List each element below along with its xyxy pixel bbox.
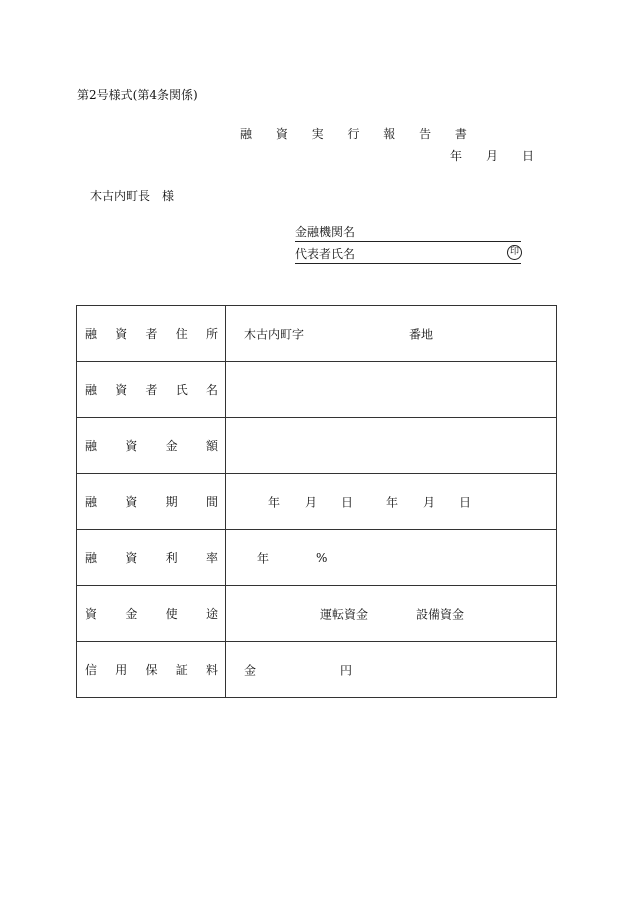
institution-name-label: 金融機関名 [295,225,356,239]
label-guarantee-fee [77,642,226,698]
label-fund-purpose [77,586,226,642]
label-char: 途 [205,607,218,621]
table-row-address [77,306,557,362]
table-row-name [77,362,557,418]
label-loan-period [77,474,226,530]
label-char: 資 [115,327,128,341]
equipment-capital-option[interactable]: 設備資金 [416,607,465,621]
label-char: 所 [205,327,218,341]
label-interest-rate [77,530,226,586]
period-end-month: 月 [423,495,436,509]
label-char: 名 [205,383,218,397]
table-row-amount [77,418,557,474]
label-char: 率 [205,551,218,565]
rate-year-label: 年 [257,551,270,565]
period-start-day: 日 [341,495,354,509]
label-char: 融 [85,327,98,341]
date-month-label: 月 [486,149,499,163]
table-row-purpose [77,586,557,642]
kin-label: 金 [244,663,257,677]
representative-name-field[interactable] [295,248,521,264]
label-char: 資 [125,439,138,453]
label-char: 期 [165,495,178,509]
label-char: 資 [125,551,138,565]
addressee: 木古内町長 様 [90,189,175,203]
date-day-label: 日 [522,149,535,163]
representative-name-label: 代表者氏名 [295,247,356,261]
label-char: 金 [125,607,138,621]
label-char: 間 [205,495,218,509]
label-char: 者 [145,327,158,341]
date-year-label: 年 [450,149,463,163]
label-loan-amount [77,418,226,474]
seal-icon: 印 [507,245,522,260]
label-char: 融 [85,439,98,453]
period-start-month: 月 [305,495,318,509]
label-borrower-name [77,362,226,418]
table-row-guarantee-fee [77,642,557,698]
label-char: 料 [205,663,218,677]
value-borrower-address[interactable] [226,306,557,362]
label-char: 利 [165,551,178,565]
label-char: 者 [145,383,158,397]
percent-sign: % [316,550,328,565]
label-char: 額 [205,439,218,453]
yen-label: 円 [340,663,353,677]
value-interest-rate[interactable] [226,530,557,586]
period-end-day: 日 [459,495,472,509]
value-loan-period[interactable] [226,474,557,530]
institution-name-field[interactable] [295,226,521,242]
label-char: 融 [85,551,98,565]
label-char: 保 [145,663,158,677]
banchi-label: 番地 [409,327,434,341]
form-number: 第2号様式(第4条関係) [77,88,198,102]
label-char: 信 [85,663,98,677]
label-char: 資 [85,607,98,621]
label-char: 住 [175,327,188,341]
working-capital-option[interactable]: 運転資金 [320,607,369,621]
label-borrower-address [77,306,226,362]
town-prefix: 木古内町字 [244,327,305,341]
table-row-rate [77,530,557,586]
document-title: 融 資 実 行 報 告 書 [240,127,477,141]
label-char: 融 [85,495,98,509]
period-start-year: 年 [268,495,281,509]
value-borrower-name[interactable] [226,362,557,418]
label-char: 金 [165,439,178,453]
label-char: 用 [115,663,128,677]
label-char: 資 [115,383,128,397]
value-fund-purpose[interactable] [226,586,557,642]
value-loan-amount[interactable] [226,418,557,474]
value-guarantee-fee[interactable] [226,642,557,698]
label-char: 証 [175,663,188,677]
table-row-period [77,474,557,530]
label-char: 氏 [175,383,188,397]
report-table [76,305,557,698]
label-char: 使 [165,607,178,621]
label-char: 資 [125,495,138,509]
period-end-year: 年 [386,495,399,509]
label-char: 融 [85,383,98,397]
